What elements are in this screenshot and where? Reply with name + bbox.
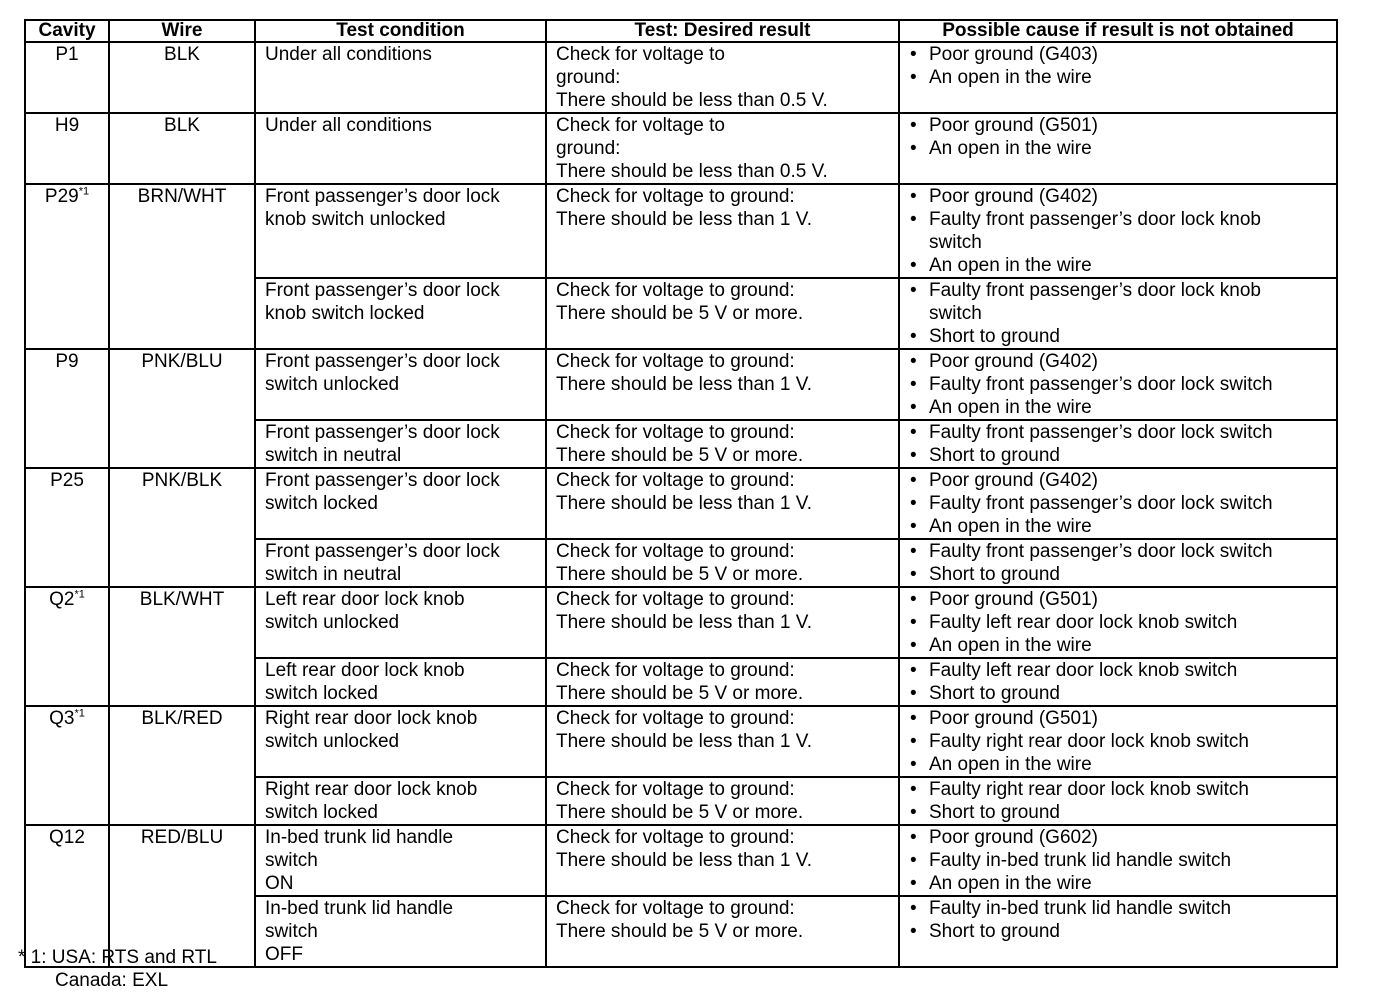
cause-list: [908, 540, 1334, 586]
condition-line: Front passenger’s door lock: [265, 186, 500, 207]
condition-line: Front passenger’s door lock: [265, 422, 500, 443]
cavity-cell: [25, 42, 109, 113]
table-row: [25, 825, 1337, 896]
condition-line: Front passenger’s door lock: [265, 470, 500, 491]
result-line: Check for voltage to ground:: [556, 708, 795, 729]
cause-item: • Poor ground (G402): [908, 350, 1334, 373]
result-line: Check for voltage to ground:: [556, 422, 795, 443]
possible-cause-cell: [899, 184, 1337, 278]
table-row: [25, 349, 1337, 420]
result-line: There should be less than 1 V.: [556, 493, 812, 514]
result-line: Check for voltage to ground:: [556, 898, 795, 919]
test-condition-cell: [255, 420, 546, 468]
result-line: Check for voltage to ground:: [556, 470, 795, 491]
condition-line: switch unlocked: [265, 731, 400, 752]
cause-list: [908, 659, 1334, 705]
possible-cause-cell: [899, 420, 1337, 468]
desired-result-cell: [546, 349, 899, 420]
table-row: [25, 184, 1337, 278]
header-wire: Wire: [109, 20, 255, 42]
possible-cause-cell: [899, 113, 1337, 184]
cause-list: [908, 279, 1334, 348]
desired-result-cell: [546, 539, 899, 587]
cause-item: • Short to ground: [908, 682, 1334, 705]
cause-item: • Faulty left rear door lock knob switch: [908, 659, 1334, 682]
wire-cell: PNK/BLU: [109, 349, 255, 468]
test-condition-cell: [255, 539, 546, 587]
possible-cause-cell: [899, 896, 1337, 967]
result-line: There should be less than 1 V.: [556, 731, 812, 752]
desired-result-cell: [546, 42, 899, 113]
result-line: There should be 5 V or more.: [556, 564, 804, 585]
cause-item: • Faulty in-bed trunk lid handle switch: [908, 849, 1334, 872]
cause-item: • An open in the wire: [908, 254, 1334, 277]
cause-item: • Faulty in-bed trunk lid handle switch: [908, 897, 1334, 920]
condition-line: Left rear door lock knob: [265, 660, 465, 681]
cause-item: • Poor ground (G402): [908, 185, 1334, 208]
footnote-marker: *1: [74, 707, 85, 720]
condition-line: switch: [265, 921, 318, 942]
cause-item: • Poor ground (G402): [908, 469, 1334, 492]
test-condition-cell: [255, 706, 546, 777]
result-line: There should be less than 1 V.: [556, 612, 812, 633]
possible-cause-cell: [899, 658, 1337, 706]
desired-result-cell: [546, 587, 899, 658]
test-condition-cell: [255, 777, 546, 825]
cause-item: • An open in the wire: [908, 753, 1334, 776]
wire-cell: BRN/WHT: [109, 184, 255, 349]
cause-item: • An open in the wire: [908, 515, 1334, 538]
possible-cause-cell: [899, 278, 1337, 349]
condition-line: OFF: [265, 944, 303, 965]
result-line: There should be less than 0.5 V.: [556, 90, 828, 111]
cause-item: • Short to ground: [908, 920, 1334, 943]
desired-result-cell: [546, 278, 899, 349]
possible-cause-cell: [899, 42, 1337, 113]
result-line: Check for voltage to: [556, 115, 725, 136]
result-line: Check for voltage to: [556, 44, 725, 65]
test-condition-cell: [255, 825, 546, 896]
condition-line: Under all conditions: [265, 115, 432, 136]
cause-item: • Short to ground: [908, 563, 1334, 586]
possible-cause-cell: [899, 825, 1337, 896]
wire-cell: PNK/BLK: [109, 468, 255, 587]
cause-list: [908, 185, 1334, 277]
result-line: Check for voltage to ground:: [556, 779, 795, 800]
possible-cause-cell: [899, 587, 1337, 658]
result-line: There should be 5 V or more.: [556, 802, 804, 823]
cavity-cell: [25, 587, 109, 706]
desired-result-cell: [546, 896, 899, 967]
result-line: There should be less than 1 V.: [556, 850, 812, 871]
cause-item: • Faulty front passenger’s door lock switch: [908, 492, 1334, 515]
condition-line: switch locked: [265, 683, 378, 704]
possible-cause-cell: [899, 539, 1337, 587]
cause-item: • Short to ground: [908, 325, 1334, 348]
result-line: Check for voltage to ground:: [556, 827, 795, 848]
cause-list: [908, 43, 1334, 89]
wire-cell: BLK/RED: [109, 706, 255, 825]
result-line: Check for voltage to ground:: [556, 280, 795, 301]
test-condition-cell: [255, 658, 546, 706]
condition-line: switch unlocked: [265, 612, 400, 633]
possible-cause-cell: [899, 468, 1337, 539]
cause-item: • An open in the wire: [908, 396, 1334, 419]
result-line: ground:: [556, 138, 621, 159]
wire-cell: RED/BLU: [109, 825, 255, 967]
condition-line: switch unlocked: [265, 374, 400, 395]
result-line: There should be 5 V or more.: [556, 445, 804, 466]
cavity-cell: [25, 706, 109, 825]
desired-result-cell: [546, 825, 899, 896]
desired-result-cell: [546, 777, 899, 825]
test-condition-cell: [255, 587, 546, 658]
cavity-label: P1: [55, 44, 79, 65]
header-desired-result: Test: Desired result: [546, 20, 899, 42]
cavity-cell: [25, 113, 109, 184]
cause-item: • Poor ground (G501): [908, 588, 1334, 611]
result-line: There should be 5 V or more.: [556, 303, 804, 324]
condition-line: Left rear door lock knob: [265, 589, 465, 610]
cause-item: • An open in the wire: [908, 66, 1334, 89]
table-row: [25, 468, 1337, 539]
desired-result-cell: [546, 468, 899, 539]
table-row: [25, 587, 1337, 658]
cause-list: [908, 350, 1334, 419]
cavity-cell: [25, 468, 109, 587]
result-line: Check for voltage to ground:: [556, 541, 795, 562]
cause-list: [908, 114, 1334, 160]
desired-result-cell: [546, 706, 899, 777]
cause-item: • Faulty right rear door lock knob switch: [908, 730, 1334, 753]
cause-list: [908, 897, 1334, 943]
result-line: There should be 5 V or more.: [556, 921, 804, 942]
cause-list: [908, 826, 1334, 895]
cause-item: • An open in the wire: [908, 872, 1334, 895]
cavity-cell: [25, 184, 109, 349]
cause-list: [908, 707, 1334, 776]
desired-result-cell: [546, 113, 899, 184]
cavity-label: Q12: [49, 827, 85, 848]
cause-item: • Poor ground (G501): [908, 707, 1334, 730]
header-test-condition: Test condition: [255, 20, 546, 42]
result-line: Check for voltage to ground:: [556, 660, 795, 681]
result-line: ground:: [556, 67, 621, 88]
table-row: [25, 42, 1337, 113]
possible-cause-cell: [899, 349, 1337, 420]
cause-item: • Faulty front passenger’s door lock knob switch: [908, 279, 1334, 325]
desired-result-cell: [546, 420, 899, 468]
footnote-line-1: * 1: USA: RTS and RTL: [18, 947, 217, 968]
wire-cell: BLK: [109, 42, 255, 113]
condition-line: Right rear door lock knob: [265, 708, 478, 729]
condition-line: switch in neutral: [265, 445, 402, 466]
footnote-line-2: Canada: EXL: [55, 970, 169, 991]
condition-line: In-bed trunk lid handle: [265, 827, 454, 848]
cause-item: • Short to ground: [908, 444, 1334, 467]
test-condition-cell: [255, 278, 546, 349]
possible-cause-cell: [899, 706, 1337, 777]
possible-cause-cell: [899, 777, 1337, 825]
cavity-label: P9: [55, 351, 79, 372]
condition-line: knob switch locked: [265, 303, 425, 324]
desired-result-cell: [546, 658, 899, 706]
wire-cell: BLK/WHT: [109, 587, 255, 706]
condition-line: switch locked: [265, 802, 378, 823]
condition-line: Front passenger’s door lock: [265, 351, 500, 372]
header-row: [25, 20, 1337, 42]
cause-item: • Poor ground (G403): [908, 43, 1334, 66]
cause-item: • Poor ground (G602): [908, 826, 1334, 849]
cause-item: • An open in the wire: [908, 634, 1334, 657]
condition-line: Front passenger’s door lock: [265, 541, 500, 562]
header-possible-cause: Possible cause if result is not obtained: [899, 20, 1337, 42]
test-condition-cell: [255, 896, 546, 967]
test-condition-cell: [255, 349, 546, 420]
cavity-label: Q3: [49, 708, 75, 729]
result-line: Check for voltage to ground:: [556, 589, 795, 610]
result-line: There should be less than 1 V.: [556, 374, 812, 395]
cavity-label: Q2: [49, 589, 75, 610]
cause-item: • Poor ground (G501): [908, 114, 1334, 137]
table-row: [25, 706, 1337, 777]
result-line: There should be 5 V or more.: [556, 683, 804, 704]
result-line: Check for voltage to ground:: [556, 351, 795, 372]
result-line: Check for voltage to ground:: [556, 186, 795, 207]
condition-line: switch: [265, 850, 318, 871]
condition-line: ON: [265, 873, 294, 894]
cause-item: • Short to ground: [908, 801, 1334, 824]
result-line: There should be less than 1 V.: [556, 209, 812, 230]
cause-item: • Faulty left rear door lock knob switch: [908, 611, 1334, 634]
inspection-table: [24, 19, 1338, 968]
cause-list: [908, 421, 1334, 467]
condition-line: Right rear door lock knob: [265, 779, 478, 800]
cause-item: • Faulty front passenger’s door lock switch: [908, 373, 1334, 396]
footnote-marker: *1: [74, 588, 85, 601]
footnote: [18, 946, 217, 992]
desired-result-cell: [546, 184, 899, 278]
cause-item: • Faulty front passenger’s door lock switch: [908, 421, 1334, 444]
cavity-label: P29: [44, 186, 79, 207]
wire-cell: BLK: [109, 113, 255, 184]
cause-item: • Faulty front passenger’s door lock switch: [908, 540, 1334, 563]
test-condition-cell: [255, 113, 546, 184]
table-row: [25, 113, 1337, 184]
table-body: [25, 42, 1337, 967]
cause-list: [908, 588, 1334, 657]
test-condition-cell: [255, 468, 546, 539]
condition-line: In-bed trunk lid handle: [265, 898, 454, 919]
footnote-marker: *1: [78, 185, 90, 198]
header-cavity: Cavity: [25, 20, 109, 42]
cause-item: • Faulty front passenger’s door lock knob switch: [908, 208, 1334, 254]
cavity-label: H9: [54, 115, 80, 136]
cause-list: [908, 778, 1334, 824]
cause-item: • An open in the wire: [908, 137, 1334, 160]
result-line: There should be less than 0.5 V.: [556, 161, 828, 182]
condition-line: Under all conditions: [265, 44, 432, 65]
condition-line: switch locked: [265, 493, 378, 514]
condition-line: Front passenger’s door lock: [265, 280, 500, 301]
cause-item: • Faulty right rear door lock knob switch: [908, 778, 1334, 801]
condition-line: switch in neutral: [265, 564, 402, 585]
cause-list: [908, 469, 1334, 538]
test-condition-cell: [255, 42, 546, 113]
cavity-label: P25: [50, 470, 84, 491]
condition-line: knob switch unlocked: [265, 209, 446, 230]
test-condition-cell: [255, 184, 546, 278]
cavity-cell: [25, 349, 109, 468]
